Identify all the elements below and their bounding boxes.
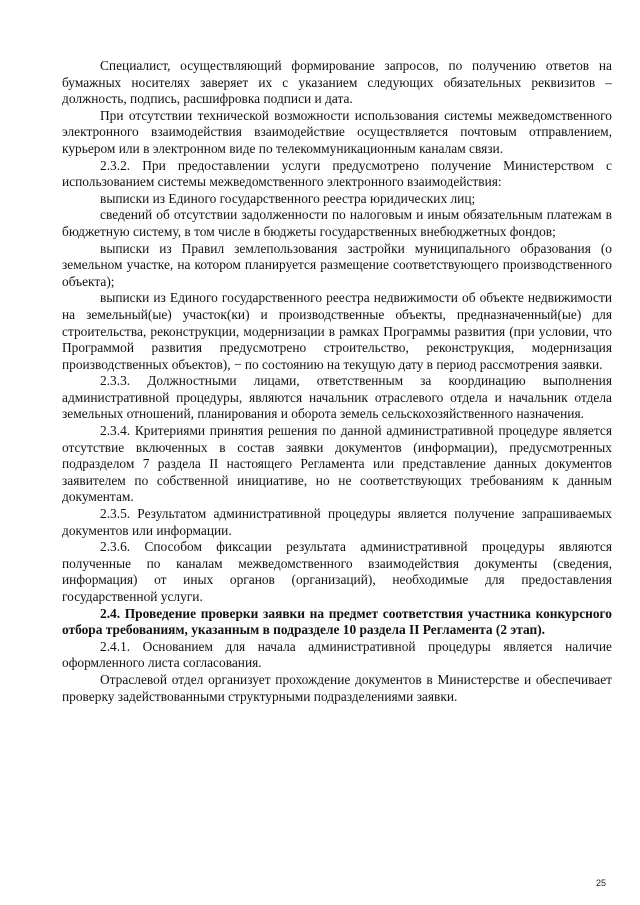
paragraph-2-3-3: 2.3.3. Должностными лицами, ответственным за координацию выполнения административной процедуры, являются начальник отраслевого отдела и начальник отдела земельных отношений, планирования и оборота земель сельскохозяйственного назначения. bbox=[62, 373, 612, 422]
paragraph-land-use-rules: выписки из Правил землепользования застройки муниципального образования (о земельном участке, на котором планируется размещение соответствующего производственного объекта); bbox=[62, 240, 612, 289]
document-body bbox=[62, 58, 612, 705]
paragraph-extract-legal-entities: выписки из Единого государственного реестра юридических лиц; bbox=[100, 190, 476, 206]
paragraph-2-3-4: 2.3.4. Критериями принятия решения по данной административной процедуре является отсутствие включенных в состав заявки документов (информации), предусмотренных подразделом 7 раздела II настоящего Регламента или представление данных документов заявителем по собственной инициативе, но не соответствующих требованиям к данным документам. bbox=[62, 423, 612, 505]
paragraph-specialist-requests: Специалист, осуществляющий формирование запросов, по получению ответов на бумажных носителях заверяет их с указанием следующих обязательных реквизитов – должность, подпись, расшифровка подписи и дата. bbox=[62, 58, 612, 107]
paragraph-industry-department: Отраслевой отдел организует прохождение документов в Министерстве и обеспечивает проверку задействованными структурными подразделениями заявки. bbox=[62, 671, 612, 704]
paragraph-real-estate-registry: выписки из Единого государственного реестра недвижимости об объекте недвижимости на земельный(ые) участок(ки) и производственные объекты, предназначенный(ые) для строительства, реконструкции, модернизации в рамках Программы развития (при условии, что Программой развития предусмотрено строительство, реконструкция, модернизация производственных объектов), − по состоянию на текущую дату в период рассмотрения заявки. bbox=[62, 290, 612, 372]
paragraph-2-3-2: 2.3.2. При предоставлении услуги предусмотрено получение Министерством с использованием системы межведомственного электронного взаимодействия: bbox=[62, 157, 612, 190]
section-heading-2-4: 2.4. Проведение проверки заявки на предмет соответствия участника конкурсного отбора требованиям, указанным в подразделе 10 раздела II Регламента (2 этап). bbox=[62, 605, 612, 638]
paragraph-no-technical-possibility: При отсутствии технической возможности использования системы межведомственного электронного взаимодействия взаимодействие осуществляется почтовым отправлением, курьером или в электронном виде по телекоммуникационным каналам связи. bbox=[62, 107, 612, 156]
page-number: 25 bbox=[595, 878, 606, 888]
paragraph-2-3-6: 2.3.6. Способом фиксации результата административной процедуры являются полученные по каналам межведомственного взаимодействия документы (сведения, информация) от иных органов (организаций), необходимые для предоставления государственной услуги. bbox=[62, 539, 612, 604]
paragraph-no-debt-info: сведений об отсутствии задолженности по налоговым и иным обязательным платежам в бюджетную систему, в том числе в бюджеты государственных внебюджетных фондов; bbox=[62, 207, 612, 239]
paragraph-2-4-1: 2.4.1. Основанием для начала административной процедуры является наличие оформленного листа согласования. bbox=[62, 638, 612, 671]
paragraph-2-3-5: 2.3.5. Результатом административной процедуры является получение запрашиваемых документов или информации. bbox=[62, 506, 612, 538]
